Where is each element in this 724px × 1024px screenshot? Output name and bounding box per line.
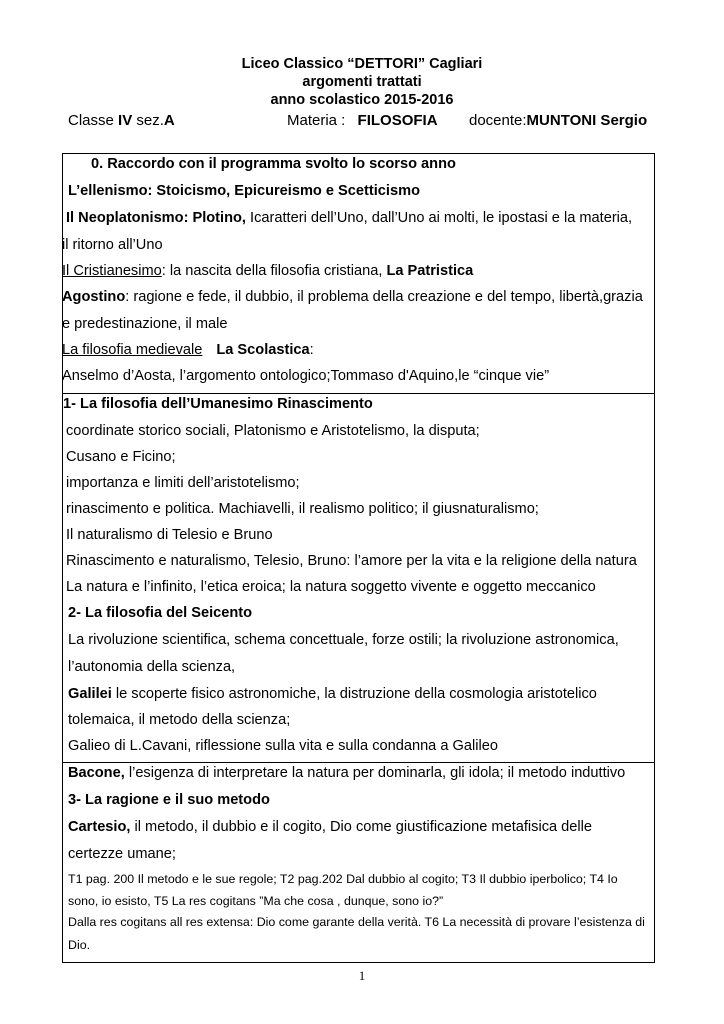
s1-line-5: Il naturalismo di Telesio e Bruno [66, 527, 273, 543]
s1-line-1: coordinate storico sociali, Platonismo e Aristotelismo, la disputa; [66, 423, 480, 439]
s1-line-6: Rinascimento e naturalismo, Telesio, Bruno: l’amore per la vita e la religione della natura [66, 553, 637, 569]
s2-line-4: tolemaica, il metodo della scienza; [68, 712, 291, 728]
s2-line-5: Galieo di L.Cavani, riflessione sulla vita e sulla condanna a Galileo [68, 738, 498, 754]
section-3-title: 3- La ragione e il suo metodo [68, 792, 270, 808]
page-number: 1 [358, 968, 366, 983]
s1-line-2: Cusano e Ficino; [66, 449, 176, 465]
neoplatonismo-line: Il Neoplatonismo: Plotino, Icaratteri dell’Uno, dall’Uno ai molti, le ipostasi e la materia, [66, 210, 633, 226]
texts-line-2: sono, io esisto, T5 La res cogitans ”Ma che cosa , dunque, sono io?” [68, 894, 444, 908]
section-1-title: 1- La filosofia dell’Umanesimo Rinascimento [63, 396, 373, 412]
section-0-title: 0. Raccordo con il programma svolto lo scorso anno [91, 156, 456, 172]
agostino-cont: e predestinazione, il male [62, 316, 228, 332]
cristianesimo-line: Il Cristianesimo: la nascita della filosofia cristiana, La Patristica [62, 263, 474, 279]
section-2-title: 2- La filosofia del Seicento [68, 605, 253, 621]
s2-line-2: l’autonomia della scienza, [68, 659, 236, 675]
texts-line-4: Dio. [68, 938, 91, 952]
texts-line-1: T1 pag. 200 Il metodo e le sue regole; T2 pag.202 Dal dubbio al cogito; T3 Il dubbio iperbolico; T4 Io [68, 872, 618, 886]
medievale-line: La filosofia medievale La Scolastica: [62, 342, 314, 358]
school-title: Liceo Classico “DETTORI” Cagliari [241, 56, 483, 72]
cartesio-cont: certezze umane; [68, 846, 176, 862]
cartesio-line: Cartesio, il metodo, il dubbio e il cogito, Dio come giustificazione metafisica delle [68, 819, 593, 835]
doc-subtitle: argomenti trattati [302, 74, 422, 90]
s2-line-1: La rivoluzione scientifica, schema concettuale, forze ostili; la rivoluzione astronomica, [68, 632, 619, 648]
class-info: Classe IV sez.A [68, 112, 175, 129]
texts-line-3: Dalla res cogitans all res extensa: Dio come garante della verità. T6 La necessità di provare l’esistenza di [68, 915, 645, 929]
s1-line-3: importanza e limiti dell’aristotelismo; [66, 475, 300, 491]
s1-line-4: rinascimento e politica. Machiavelli, il realismo politico; il giusnaturalismo; [66, 501, 539, 517]
subject-info: Materia : FILOSOFIA [287, 112, 438, 129]
ellenismo-line: L’ellenismo: Stoicismo, Epicureismo e Scetticismo [68, 183, 420, 199]
s1-line-7: La natura e l’infinito, l’etica eroica; la natura soggetto vivente e oggetto meccanico [66, 579, 596, 595]
bacone-line: Bacone, l’esigenza di interpretare la natura per dominarla, gli idola; il metodo induttivo [68, 765, 626, 781]
agostino-line: Agostino: ragione e fede, il dubbio, il problema della creazione e del tempo, libertà,grazia [62, 289, 643, 305]
anselmo-line: Anselmo d’Aosta, l’argomento ontologico;Tommaso d'Aquino,le “cinque vie” [62, 368, 550, 384]
neoplatonismo-cont: il ritorno all’Uno [62, 237, 163, 253]
teacher-info: docente:MUNTONI Sergio [469, 112, 648, 129]
school-year: anno scolastico 2015-2016 [270, 92, 454, 108]
galilei-line: Galilei le scoperte fisico astronomiche, la distruzione della cosmologia aristotelico [68, 686, 597, 702]
